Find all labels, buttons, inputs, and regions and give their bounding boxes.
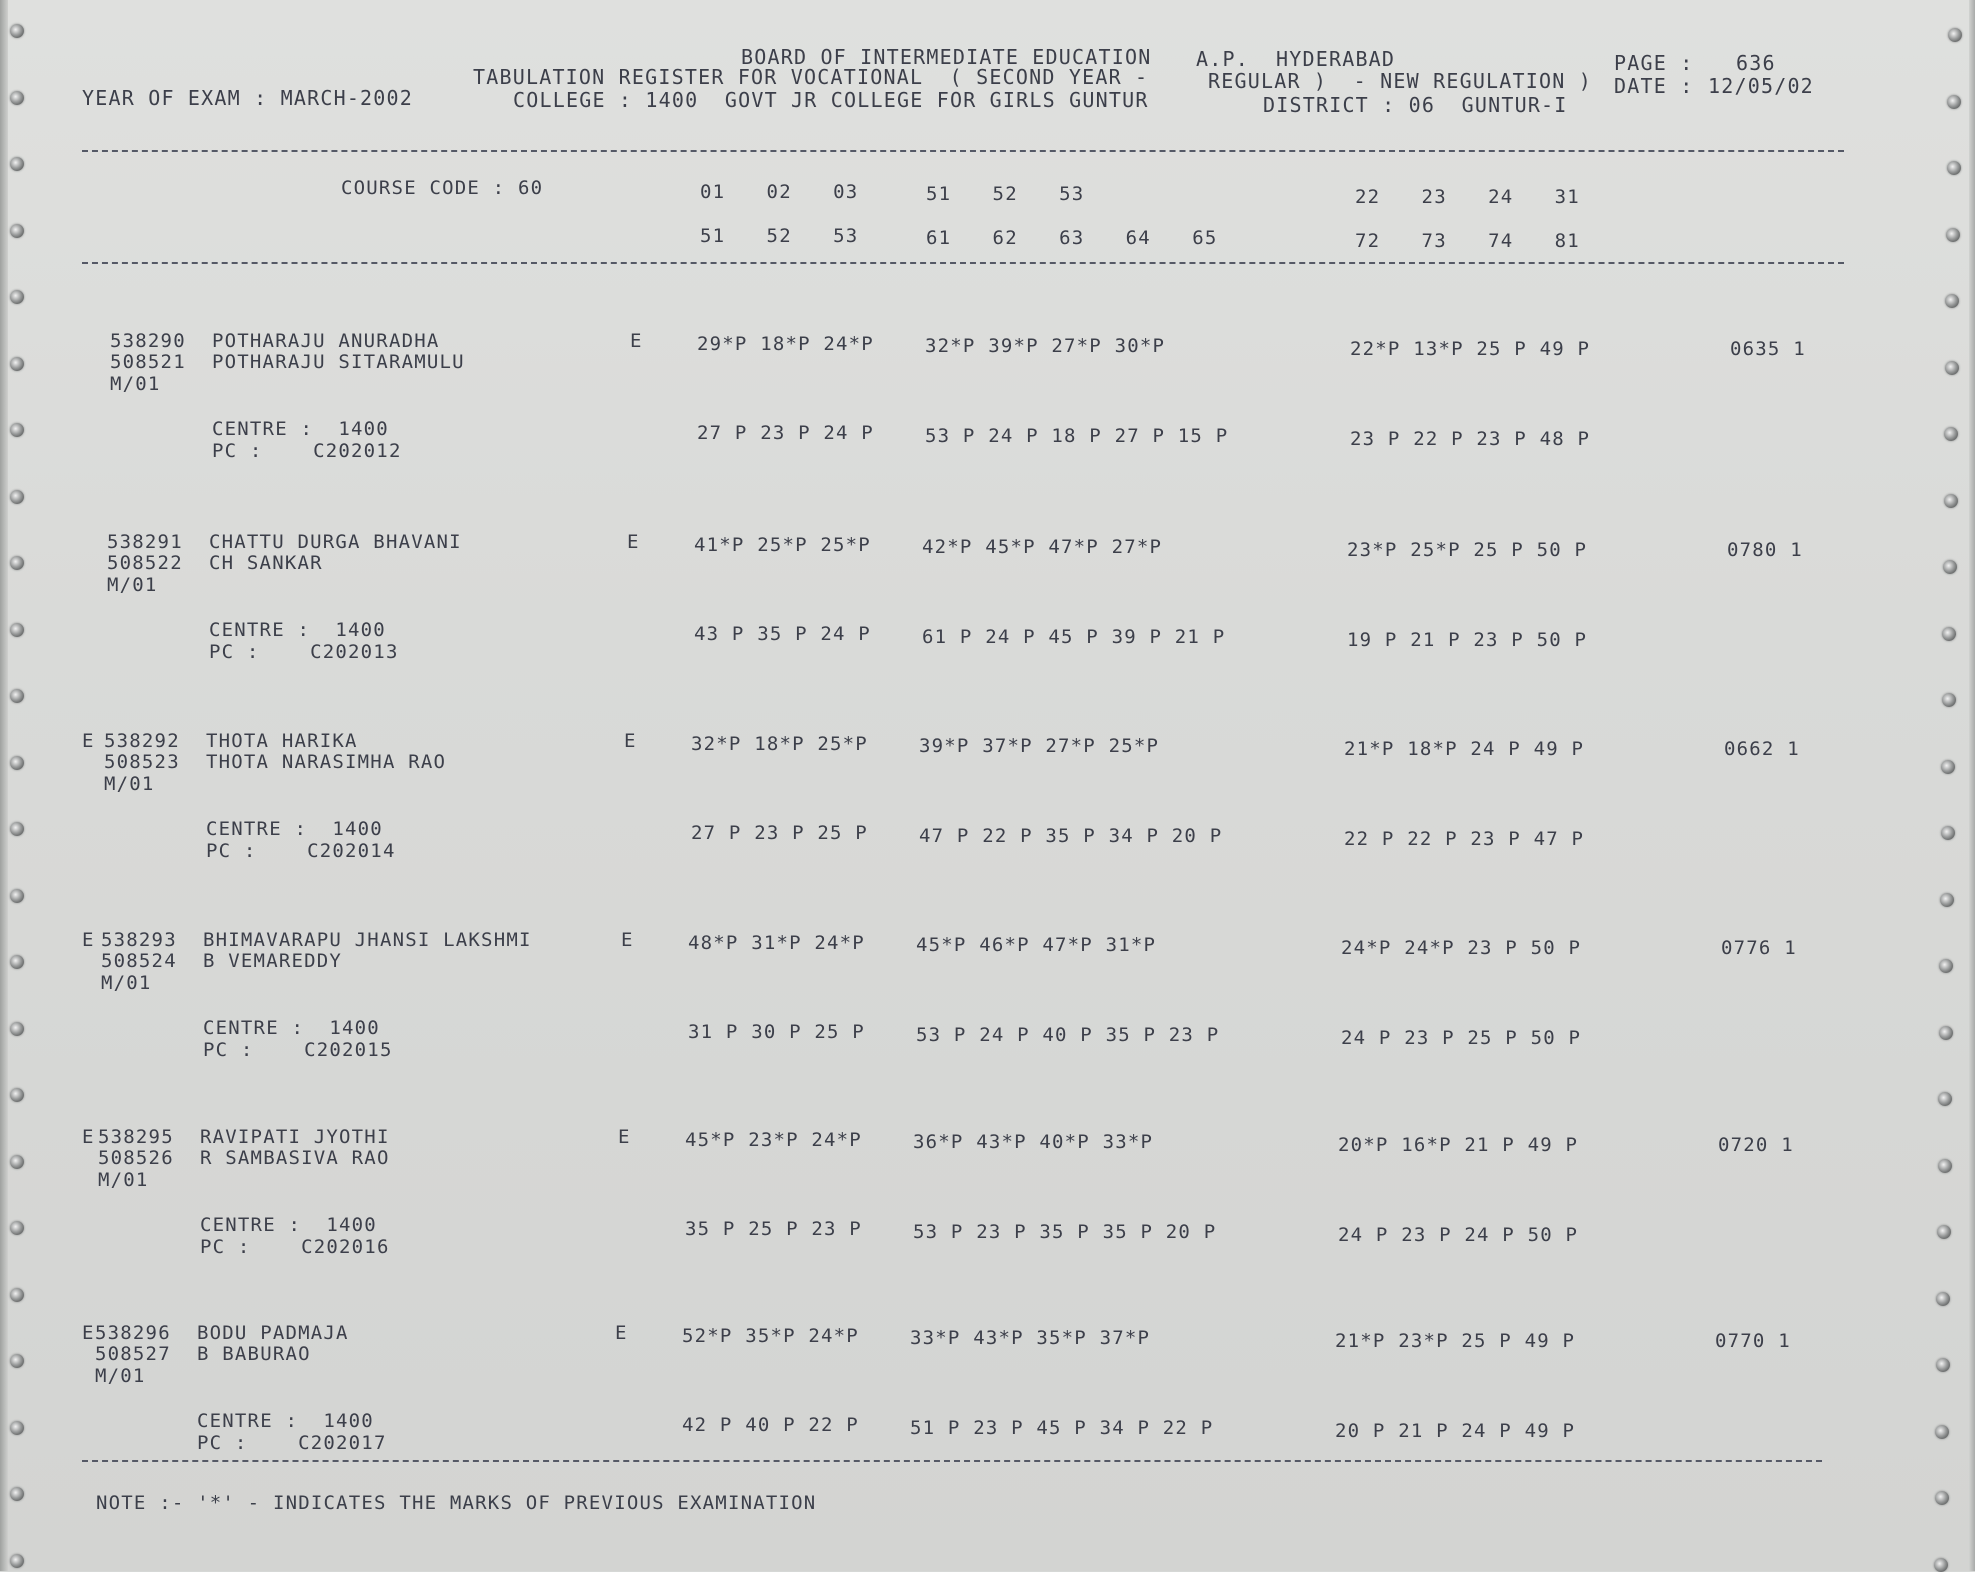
city-label: HYDERABAD: [1276, 47, 1396, 71]
perforation-hole: [10, 290, 24, 304]
marks-row1-group3: 21*P 18*P 24 P 49 P: [1344, 738, 1585, 760]
student-name: POTHARAJU ANURADHA: [212, 330, 440, 352]
category-code: M/01: [104, 773, 155, 795]
report-date: 12/05/02: [1708, 74, 1814, 98]
student-record: [0, 330, 1975, 520]
perforation-hole: [1947, 161, 1961, 175]
father-name: B VEMAREDDY: [203, 950, 343, 972]
perforation-hole: [10, 822, 24, 836]
marks-row1-group3: 21*P 23*P 25 P 49 P: [1335, 1330, 1576, 1352]
medium-code: E: [618, 1126, 631, 1148]
page-number: 636: [1736, 51, 1776, 75]
hall-ticket-number: 538296: [95, 1322, 171, 1344]
father-name: CH SANKAR: [209, 552, 323, 574]
student-name: RAVIPATI JYOTHI: [200, 1126, 390, 1148]
total-marks-result: 0780 1: [1727, 539, 1803, 561]
hall-ticket-number: 538293: [101, 929, 177, 951]
perforation-hole: [1939, 1026, 1953, 1040]
perforation-hole: [1940, 893, 1954, 907]
marks-row2-group2: 53 P 23 P 35 P 35 P 20 P: [913, 1221, 1217, 1243]
perforation-hole: [1938, 1092, 1952, 1106]
marks-row2-group3: 22 P 22 P 23 P 47 P: [1344, 828, 1585, 850]
perforation-hole: [10, 1554, 24, 1568]
category-code: M/01: [107, 574, 158, 596]
hall-ticket-number: 538290: [110, 330, 186, 352]
perforation-hole: [10, 756, 24, 770]
marks-row2-group3: 24 P 23 P 25 P 50 P: [1341, 1027, 1582, 1049]
perforation-hole: [10, 357, 24, 371]
perforation-hole: [1942, 693, 1956, 707]
marks-row1-group2: 42*P 45*P 47*P 27*P: [922, 536, 1163, 558]
marks-row2-group2: 47 P 22 P 35 P 34 P 20 P: [919, 825, 1223, 847]
perforation-hole: [1948, 28, 1962, 42]
marks-row2-group2: 53 P 24 P 18 P 27 P 15 P: [925, 425, 1229, 447]
perforation-hole: [1944, 494, 1958, 508]
perforation-hole: [1941, 826, 1955, 840]
marks-row2-group2: 51 P 23 P 45 P 34 P 22 P: [910, 1417, 1214, 1439]
marks-row2-group1: 43 P 35 P 24 P: [694, 623, 871, 645]
pc-code: PC : C202016: [200, 1236, 390, 1258]
perforation-hole: [10, 1487, 24, 1501]
record-flag: E: [82, 1126, 95, 1148]
district-label: DISTRICT : 06 GUNTUR-I: [1263, 93, 1568, 117]
marks-row1-group2: 32*P 39*P 27*P 30*P: [925, 335, 1166, 357]
perforation-hole: [1945, 294, 1959, 308]
marks-row2-group3: 19 P 21 P 23 P 50 P: [1347, 629, 1588, 651]
student-name: BHIMAVARAPU JHANSI LAKSHMI: [203, 929, 532, 951]
father-name: R SAMBASIVA RAO: [200, 1147, 390, 1169]
reference-number: 508522: [107, 552, 183, 574]
perforation-hole: [10, 1221, 24, 1235]
perforation-hole: [1943, 560, 1957, 574]
perforation-hole: [1945, 361, 1959, 375]
marks-row1-group1: 48*P 31*P 24*P: [688, 932, 865, 954]
perforation-hole: [1935, 1425, 1949, 1439]
marks-row2-group2: 61 P 24 P 45 P 39 P 21 P: [922, 626, 1226, 648]
perforation-hole: [1937, 1225, 1951, 1239]
perforation-hole: [1946, 228, 1960, 242]
pc-code: PC : C202013: [209, 641, 399, 663]
student-record: [0, 530, 1975, 720]
perforation-hole: [10, 1421, 24, 1435]
reference-number: 508521: [110, 351, 186, 373]
marks-row2-group1: 42 P 40 P 22 P: [682, 1414, 859, 1436]
marks-row1-group3: 20*P 16*P 21 P 49 P: [1338, 1134, 1579, 1156]
state-label: A.P.: [1196, 47, 1249, 71]
perforation-hole: [10, 689, 24, 703]
perforation-hole: [1939, 959, 1953, 973]
marks-row2-group2: 53 P 24 P 40 P 35 P 23 P: [916, 1024, 1220, 1046]
perforation-hole: [1936, 1292, 1950, 1306]
father-name: THOTA NARASIMHA RAO: [206, 751, 447, 773]
pc-code: PC : C202017: [197, 1432, 387, 1454]
marks-row1-group1: 29*P 18*P 24*P: [697, 333, 874, 355]
marks-row1-group2: 45*P 46*P 47*P 31*P: [916, 934, 1157, 956]
perforation-hole: [10, 1088, 24, 1102]
subject-codes-group2-row2: 61 62 63 64 65: [926, 227, 1218, 249]
footnote: NOTE :- '*' - INDICATES THE MARKS OF PREVIOUS EXAMINATION: [96, 1492, 817, 1514]
register-title: TABULATION REGISTER FOR VOCATIONAL ( SECOND YEAR -: [473, 65, 1149, 89]
category-code: M/01: [101, 972, 152, 994]
marks-row1-group2: 36*P 43*P 40*P 33*P: [913, 1131, 1154, 1153]
perforation-hole: [10, 423, 24, 437]
medium-code: E: [630, 330, 643, 352]
medium-code: E: [621, 929, 634, 951]
exam-centre: CENTRE : 1400: [200, 1214, 377, 1236]
subject-codes-group3-row1: 22 23 24 31: [1355, 186, 1580, 208]
perforation-hole: [10, 157, 24, 171]
marks-row2-group3: 23 P 22 P 23 P 48 P: [1350, 428, 1591, 450]
student-name: BODU PADMAJA: [197, 1322, 349, 1344]
medium-code: E: [624, 730, 637, 752]
perforation-hole: [10, 889, 24, 903]
year-of-exam: YEAR OF EXAM : MARCH-2002: [82, 86, 414, 110]
exam-centre: CENTRE : 1400: [203, 1017, 380, 1039]
total-marks-result: 0770 1: [1715, 1330, 1791, 1352]
marks-row2-group3: 20 P 21 P 24 P 49 P: [1335, 1420, 1576, 1442]
college-label: COLLEGE : 1400 GOVT JR COLLEGE FOR GIRLS GUNTUR: [513, 88, 1149, 112]
perforation-hole: [10, 556, 24, 570]
header-divider: [82, 150, 1844, 152]
marks-row1-group1: 52*P 35*P 24*P: [682, 1325, 859, 1347]
student-record: [0, 1317, 1975, 1507]
category-code: M/01: [95, 1365, 146, 1387]
pc-code: PC : C202012: [212, 440, 402, 462]
perforation-hole: [1938, 1159, 1952, 1173]
record-flag: E: [82, 929, 95, 951]
course-code: COURSE CODE : 60: [341, 177, 544, 199]
total-marks-result: 0635 1: [1730, 338, 1806, 360]
perforation-hole: [10, 490, 24, 504]
marks-row1-group3: 24*P 24*P 23 P 50 P: [1341, 937, 1582, 959]
reference-number: 508526: [98, 1147, 174, 1169]
perforation-hole: [1942, 627, 1956, 641]
student-record: [0, 1122, 1975, 1312]
total-marks-result: 0776 1: [1721, 937, 1797, 959]
perforation-hole: [10, 1288, 24, 1302]
marks-row2-group1: 35 P 25 P 23 P: [685, 1218, 862, 1240]
hall-ticket-number: 538292: [104, 730, 180, 752]
reference-number: 508524: [101, 950, 177, 972]
date-label: DATE :: [1614, 74, 1694, 98]
marks-row2-group1: 31 P 30 P 25 P: [688, 1021, 865, 1043]
perforation-hole: [10, 1022, 24, 1036]
record-flag: E: [82, 730, 95, 752]
perforation-hole: [10, 623, 24, 637]
perforation-hole: [10, 1354, 24, 1368]
father-name: B BABURAO: [197, 1343, 311, 1365]
pc-code: PC : C202015: [203, 1039, 393, 1061]
father-name: POTHARAJU SITARAMULU: [212, 351, 465, 373]
reference-number: 508527: [95, 1343, 171, 1365]
subject-codes-group2-row1: 51 52 53: [926, 183, 1085, 205]
marks-row1-group1: 41*P 25*P 25*P: [694, 534, 871, 556]
exam-centre: CENTRE : 1400: [212, 418, 389, 440]
category-code: M/01: [110, 373, 161, 395]
marks-row1-group3: 23*P 25*P 25 P 50 P: [1347, 539, 1588, 561]
marks-row2-group3: 24 P 23 P 24 P 50 P: [1338, 1224, 1579, 1246]
marks-row1-group1: 45*P 23*P 24*P: [685, 1129, 862, 1151]
subject-codes-group1-row1: 01 02 03: [700, 181, 859, 203]
marks-row2-group1: 27 P 23 P 25 P: [691, 822, 868, 844]
perforation-hole: [10, 1155, 24, 1169]
board-title: BOARD OF INTERMEDIATE EDUCATION: [741, 45, 1152, 69]
student-name: THOTA HARIKA: [206, 730, 358, 752]
student-record: [0, 926, 1975, 1116]
regulation-label: REGULAR ) - NEW REGULATION ): [1208, 69, 1592, 93]
record-flag: E: [82, 1322, 95, 1344]
marks-row1-group3: 22*P 13*P 25 P 49 P: [1350, 338, 1591, 360]
marks-row1-group2: 39*P 37*P 27*P 25*P: [919, 735, 1160, 757]
perforation-hole: [10, 91, 24, 105]
pc-code: PC : C202014: [206, 840, 396, 862]
marks-row1-group1: 32*P 18*P 25*P: [691, 733, 868, 755]
perforation-hole: [1934, 1558, 1948, 1572]
perforation-hole: [1936, 1358, 1950, 1372]
hall-ticket-number: 538295: [98, 1126, 174, 1148]
course-divider: [82, 262, 1844, 264]
perforation-hole: [1947, 95, 1961, 109]
medium-code: E: [627, 531, 640, 553]
total-marks-result: 0662 1: [1724, 738, 1800, 760]
student-name: CHATTU DURGA BHAVANI: [209, 531, 462, 553]
subject-codes-group3-row2: 72 73 74 81: [1355, 230, 1580, 252]
reference-number: 508523: [104, 751, 180, 773]
perforation-hole: [10, 955, 24, 969]
medium-code: E: [615, 1322, 628, 1344]
exam-centre: CENTRE : 1400: [209, 619, 386, 641]
perforation-hole: [1935, 1491, 1949, 1505]
subject-codes-group1-row2: 51 52 53: [700, 225, 859, 247]
exam-centre: CENTRE : 1400: [197, 1410, 374, 1432]
perforation-hole: [10, 24, 24, 38]
perforation-hole: [1941, 760, 1955, 774]
marks-row1-group2: 33*P 43*P 35*P 37*P: [910, 1327, 1151, 1349]
category-code: M/01: [98, 1169, 149, 1191]
hall-ticket-number: 538291: [107, 531, 183, 553]
total-marks-result: 0720 1: [1718, 1134, 1794, 1156]
marks-row2-group1: 27 P 23 P 24 P: [697, 422, 874, 444]
exam-centre: CENTRE : 1400: [206, 818, 383, 840]
page-label: PAGE :: [1614, 51, 1694, 75]
student-record: [0, 728, 1975, 918]
footer-divider: [82, 1460, 1822, 1462]
perforation-hole: [10, 224, 24, 238]
perforation-hole: [1944, 427, 1958, 441]
